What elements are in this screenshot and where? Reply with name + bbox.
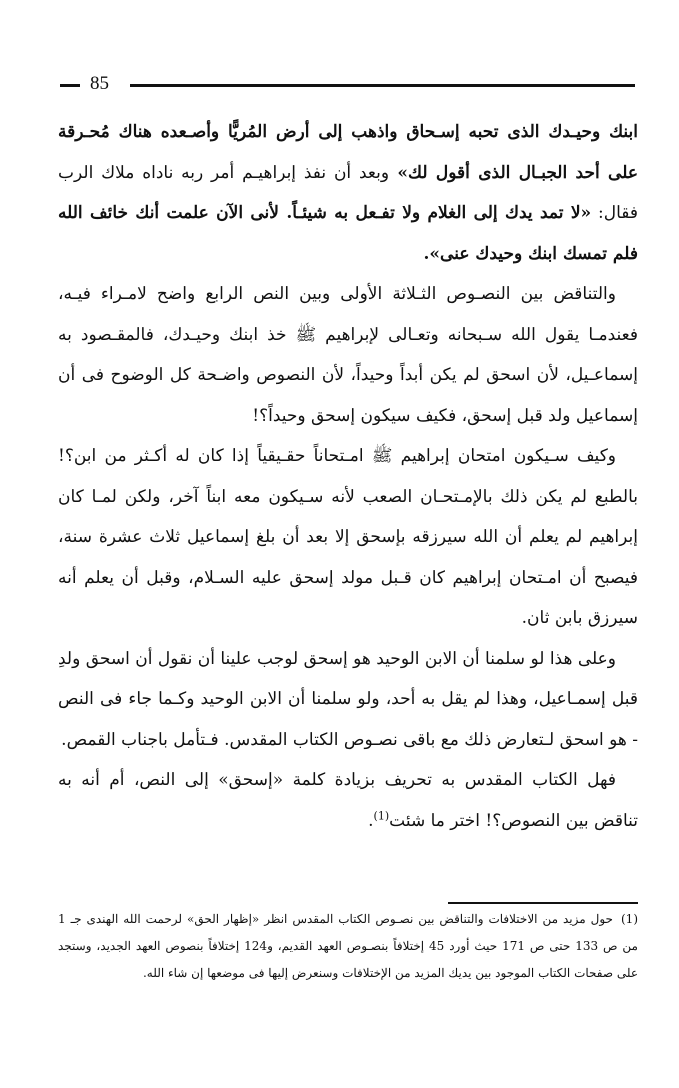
paragraph-5 [58, 760, 638, 841]
page-number: 85 [90, 73, 109, 94]
footnote-separator [448, 902, 638, 904]
footnote-reference[interactable]: (1) [373, 808, 390, 822]
paragraph-5-text: فهل الكتاب المقدس به تحريف بزيادة كلمة «إسحق» إلى النص، أم أنه به تناقض بين النصوص؟! اختر ما شئت [58, 770, 638, 831]
footnotes [58, 906, 638, 987]
narrative-text-1: وبعد أن نفذ إبراهيـم أمر ربه ناداه ملاك الرب فقال: [58, 162, 638, 223]
paragraph-2: والتناقض بين النصـوص الثـلاثة الأولى وبين النص الرابع واضح لامـراء فيـه، فعندمـا يقول الله سـبحانه وتعـالى لإبراهيم ﷺ خذ ابنك وحيـدك، فالمقـصود به إسماعـيل، لأن اسحق لم يكن أبداً وحيداً، لأن النصوص واضـحة كل الوضوح فى أن إسماعيل ولد قبل إسحق، فكيف سيكون إسحق وحيداً؟! [58, 284, 638, 426]
header-dash [60, 84, 80, 87]
quote-text-2: «لا تمد يدك إلى الغلام ولا تفـعل به شيئـاً. لأنى الآن علمت أنك خائف الله فلم تمسك ابنك وحيدك عنى». [58, 203, 638, 264]
page-header [60, 72, 635, 96]
main-text [58, 112, 638, 841]
footnote-text: حول مزيد من الاختلافات والتناقض بين نصـوص الكتاب المقدس انظر «إظهار الحق» لرحمت الله الهندى جـ 1 من ص 133 حتى ص 171 حيث أورد 45 إختلافاً بنصـوص العهد القديم، و124 إختلافاً بنصوص العهد الجديد، وستجد على صفحات الكتاب الموجود بين يديك المزيد من الإختلافات وسنعرض إليها فى موضعها إن شاء الله. [58, 912, 638, 980]
paragraph-3: وكيف سـيكون امتحان إبراهيم ﷺ امـتحاناً حقـيقياً إذا كان له أكـثر من ابن؟! بالطبع لم يكن ذلك بالإمـتحـان الصعب لأنه سـيكون معه ابناً آخر، ولكن لمـا كان إبراهيم لم يعلم أن الله سيرزقه بإسحق إلا بعد أن بلغ إسماعيل ثلاث عشرة سنة، فيصبح أن امـتحان إبراهيم كان قـبل مولد إسحق عليه السـلام، وقبل أن يعلم أنه سيرزق بابن ثان. [58, 446, 638, 628]
paragraph-5-end: . [368, 810, 374, 831]
footnote-1 [58, 906, 638, 987]
paragraph-4: وعلى هذا لو سلمنا أن الابن الوحيد هو إسحق لوجب علينا أن نقول أن اسحق ولدِ قبل إسمـاعيل، وهذا لم يقل به أحد، ولو سلمنا أن الابن الوحيد وكـما جاء فى النص - هو اسحق لـتعارض ذلك مع باقى نصـوص الكتاب المقدس. فـتأمل باجناب القمص. [58, 648, 638, 750]
header-rule [130, 84, 635, 87]
footnote-marker: (1) [620, 912, 638, 926]
paragraph-1 [58, 112, 638, 274]
quote-text-1: ابنك وحيـدك الذى تحبه إسـحاق واذهب إلى أرض المُريًّا وأصـعده هناك مُحـرقة على أحد الجبـال الذى أقول لك» [58, 122, 638, 183]
